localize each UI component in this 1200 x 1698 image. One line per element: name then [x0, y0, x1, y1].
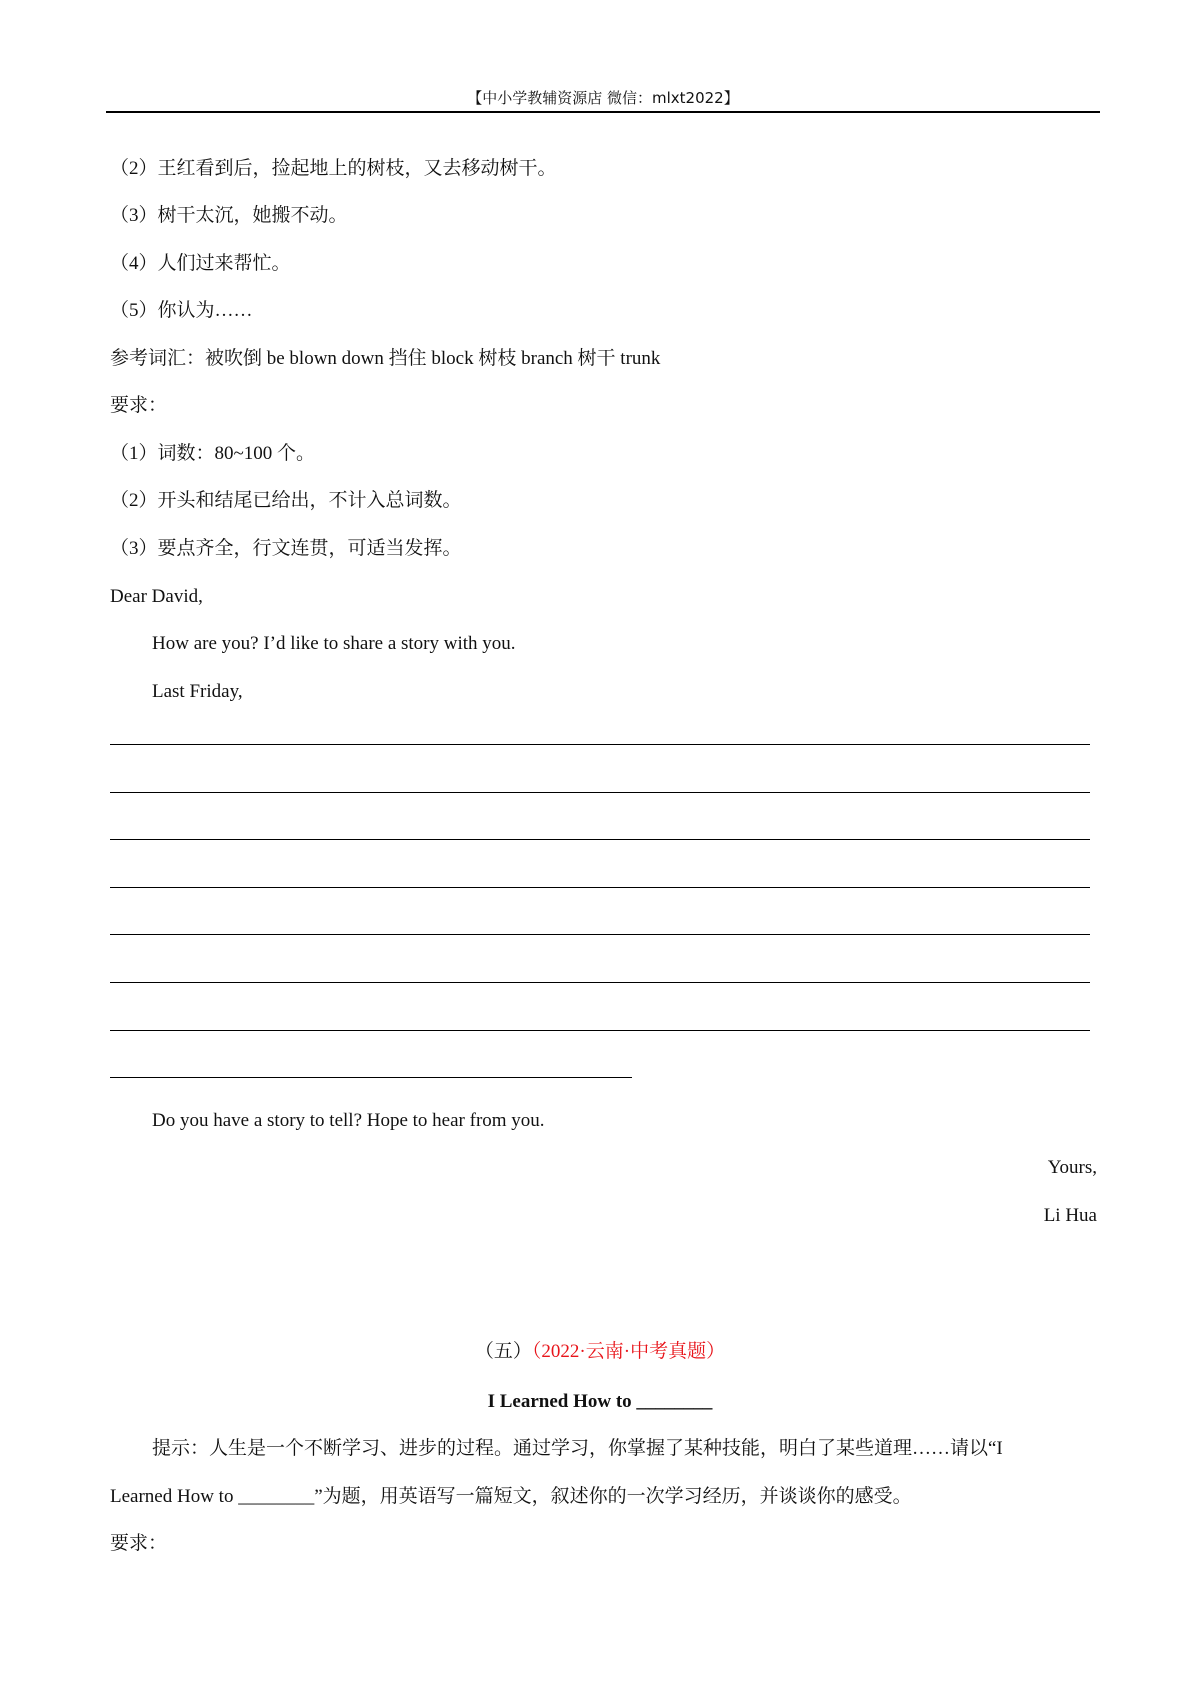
- page-header: 【中小学教辅资源店 微信：mlxt2022】: [467, 89, 739, 107]
- writing-line[interactable]: [110, 792, 1090, 793]
- point-5: （5）你认为……: [110, 300, 253, 321]
- section-number: （五）: [474, 1341, 532, 1362]
- letter-opening: How are you? I’d like to share a story with you.: [152, 633, 516, 654]
- point-3: （3）树干太沉，她搬不动。: [110, 205, 348, 226]
- section-heading: [0, 1339, 1200, 1365]
- essay-prompt-line1: 提示：人生是一个不断学习、进步的过程。通过学习，你掌握了某种技能，明白了某些道理……请以“I: [152, 1438, 1003, 1459]
- requirements-label: 要求：: [110, 395, 168, 416]
- writing-line[interactable]: [110, 1030, 1090, 1031]
- header-rule: [106, 111, 1100, 113]
- essay-title: I Learned How to ________: [487, 1391, 713, 1412]
- point-2: （2）王红看到后，捡起地上的树枝，又去移动树干。: [110, 158, 557, 179]
- requirement-2: （2）开头和结尾已给出，不计入总词数。: [110, 490, 462, 511]
- requirement-3: （3）要点齐全，行文连贯，可适当发挥。: [110, 538, 462, 559]
- letter-signature: Li Hua: [1043, 1205, 1097, 1226]
- writing-line[interactable]: [110, 887, 1090, 888]
- letter-salutation: Dear David,: [110, 586, 203, 607]
- essay-prompt-line2: Learned How to ________”为题，用英语写一篇短文，叙述你的一次学习经历，并谈谈你的感受。: [110, 1486, 912, 1507]
- writing-line[interactable]: [110, 1077, 632, 1078]
- writing-line[interactable]: [110, 934, 1090, 935]
- letter-signoff: Yours,: [1047, 1157, 1097, 1178]
- letter-start: Last Friday,: [152, 681, 243, 702]
- point-4: （4）人们过来帮忙。: [110, 253, 291, 274]
- writing-line[interactable]: [110, 982, 1090, 983]
- writing-line[interactable]: [110, 839, 1090, 840]
- vocab-hint: 参考词汇：被吹倒 be blown down 挡住 block 树枝 branch 树干 trunk: [110, 348, 661, 369]
- writing-line[interactable]: [110, 744, 1090, 745]
- requirement-1: （1）词数：80~100 个。: [110, 443, 316, 464]
- letter-closing: Do you have a story to tell? Hope to hear from you.: [152, 1110, 545, 1131]
- section-source: （2022·云南·中考真题）: [531, 1341, 726, 1362]
- essay-requirements-label: 要求：: [110, 1533, 168, 1554]
